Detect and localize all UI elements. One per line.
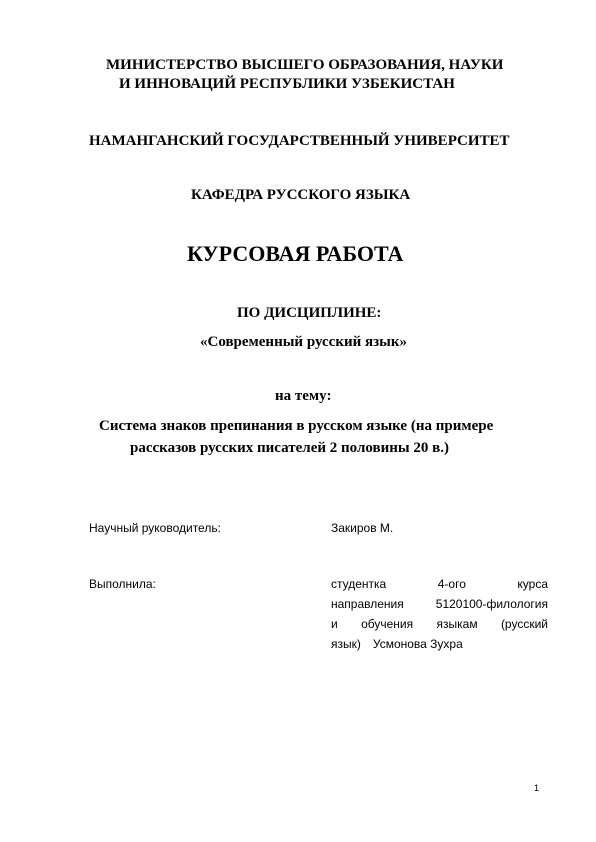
theme-line-1: Система знаков препинания в русском языке (на примере — [99, 418, 494, 434]
author-word: 4-ого — [437, 577, 466, 591]
page-number: 1 — [534, 783, 540, 793]
author-word: 5120100-филология — [435, 597, 548, 611]
discipline-label: ПО ДИСЦИПЛИНЕ: — [237, 305, 382, 321]
author-word: студентка — [331, 577, 387, 591]
supervisor-label: Научный руководитель: — [89, 521, 221, 535]
ministry-line-1: МИНИСТЕРСТВО ВЫСШЕГО ОБРАЗОВАНИЯ, НАУКИ — [106, 57, 504, 73]
author-word: языкам — [436, 617, 478, 631]
supervisor-name: Закиров М. — [331, 521, 394, 535]
author-word: и — [331, 617, 338, 631]
author-line-3 — [331, 617, 548, 631]
author-name: Усмонова Зухра — [372, 637, 463, 651]
author-line-2 — [331, 597, 548, 611]
theme-line-2: рассказов русских писателей 2 половины 20 в.) — [130, 440, 449, 456]
author-word: обучения — [361, 617, 414, 631]
author-line-1 — [331, 577, 548, 591]
author-word: (русский — [500, 617, 548, 631]
author-word: направления — [331, 597, 404, 611]
document-title: КУРСОВАЯ РАБОТА — [187, 241, 404, 266]
discipline-name: «Современный русский язык» — [200, 334, 407, 350]
author-word: язык) — [331, 637, 361, 651]
university-name: НАМАНГАНСКИЙ ГОСУДАРСТВЕННЫЙ УНИВЕРСИТЕТ — [89, 133, 510, 149]
department-name: КАФЕДРА РУССКОГО ЯЗЫКА — [191, 187, 411, 203]
ministry-line-2: И ИННОВАЦИЙ РЕСПУБЛИКИ УЗБЕКИСТАН — [119, 76, 455, 92]
theme-label: на тему: — [275, 388, 332, 404]
author-word: курса — [517, 577, 548, 591]
author-line-4 — [331, 637, 463, 651]
author-label: Выполнила: — [89, 577, 156, 591]
